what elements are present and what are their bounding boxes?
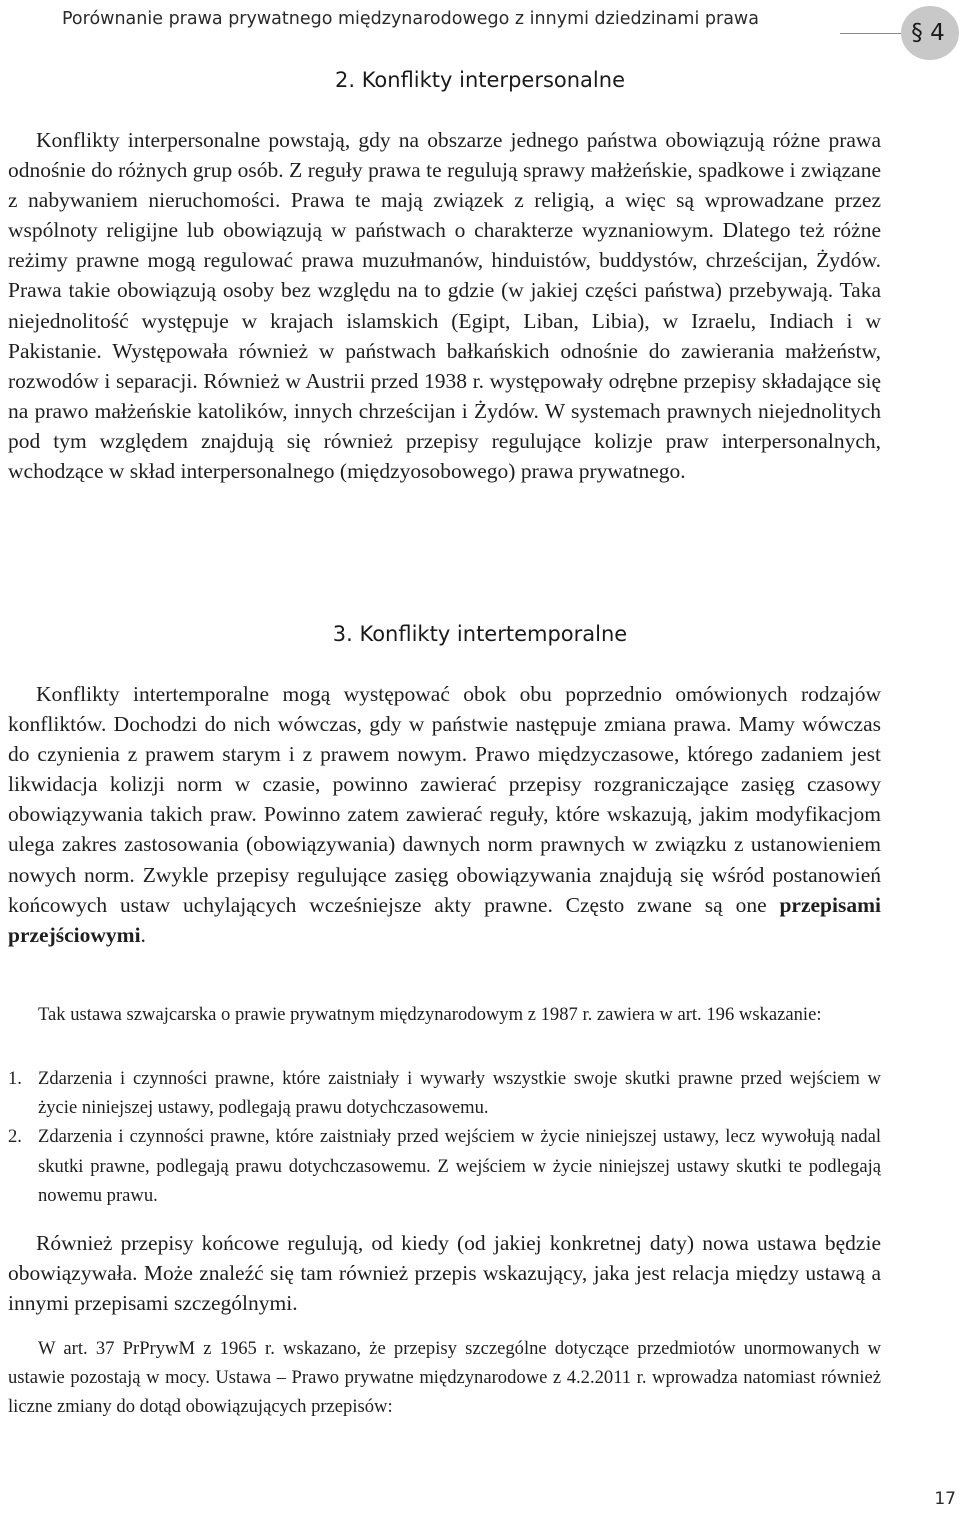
list-item-text: Zdarzenia i czynności prawne, które zaistniały i wywarły wszystkie swoje skutki prawne przed wejściem w życie niniejszej ustawy, podlegają prawu dotychczasowemu.	[38, 1068, 881, 1119]
running-header: Porównanie prawa prywatnego międzynarodowego z innymi dziedzinami prawa	[62, 9, 759, 29]
bold-term-transitional: przepisami przejściowymi	[8, 892, 881, 947]
page-number: 17	[934, 1489, 956, 1509]
example-list	[8, 1064, 881, 1210]
section-heading-intertemporal: 3. Konflikty intertemporalne	[332, 622, 628, 646]
list-item	[8, 1064, 881, 1122]
paragraph-intertemporal	[8, 679, 881, 950]
list-item	[8, 1122, 881, 1210]
list-item-text: Zdarzenia i czynności prawne, które zaistniały przed wejściem w życie niniejszej ustawy, lecz wywołują nadal skutki prawne, podlegają prawu dotychczasowemu. Z wejściem w życie niniejszej ustawy skutki te podlegają nowemu prawu.	[38, 1126, 881, 1206]
header-rule	[840, 33, 902, 34]
list-item-number: 2.	[8, 1126, 22, 1148]
note-art-37: W art. 37 PrPrywM z 1965 r. wskazano, że przepisy szczególne dotyczące przedmiotów unormowanych w ustawie pozostają w mocy. Ustawa – Prawo prywatne międzynarodowe z 4.2.2011 r. wprowadza natomiast również liczne zmiany do dotąd obowiązujących przepisów:	[8, 1338, 881, 1418]
example-intro: Tak ustawa szwajcarska o prawie prywatnym międzynarodowym z 1987 r. zawiera w art. 196 wskazanie:	[38, 1004, 822, 1025]
section-badge: § 4	[901, 6, 959, 60]
paragraph-interpersonal: Konflikty interpersonalne powstają, gdy na obszarze jednego państwa obowiązują różne prawa odnośnie do różnych grup osób. Z reguły prawa te regulują sprawy małżeńskie, spadkowe i związane z nabywaniem nieruchomości. Prawa te mają związek z religią, a więc są wprowadzane przez wspólnoty religijne lub obowiązują w państwach o charakterze wyznaniowym. Dlatego też różne reżimy prawne mogą regulować prawa muzułmanów, hinduistów, buddystów, chrześcijan, Żydów. Prawa takie obowiązują osoby bez względu na to gdzie (w jakiej części państwa) przebywają. Taka niejednolitość występuje w krajach islamskich (Egipt, Liban, Libia), w Izraelu, Indiach i w Pakistanie. Występowała również w państwach bałkańskich odnośnie do zawierania małżeństw, rozwodów i separacji. Również w Austrii przed 1938 r. występowały odrębne przepisy składające się na prawo małżeńskie katolików, innych chrześcijan i Żydów. W systemach prawnych niejednolitych pod tym względem znajdują się również przepisy regulujące kolizje praw interpersonalnych, wchodzące w skład interpersonalnego (międzyosobowego) prawa prywatnego.	[8, 128, 881, 484]
paragraph-final-provisions: Również przepisy końcowe regulują, od kiedy (od jakiej konkretnej daty) nowa ustawa będzie obowiązywała. Może znaleźć się tam również przepis wskazujący, jaka jest relacja między ustawą a innymi przepisami szczególnymi.	[8, 1231, 881, 1316]
section-heading-interpersonal: 2. Konflikty interpersonalne	[334, 68, 625, 92]
paragraph-intertemporal-end: .	[140, 922, 146, 947]
paragraph-intertemporal-text: Konflikty intertemporalne mogą występować obok obu poprzednio omówionych rodzajów konfliktów. Dochodzi do nich wówczas, gdy w państwie następuje zmiana prawa. Mamy wówczas do czynienia z prawem starym i z prawem nowym. Prawo międzyczasowe, którego zadaniem jest likwidacja kolizji norm w czasie, powinno zawierać przepisy rozgraniczające zasięg czasowy obowiązywania takich praw. Powinno zatem zawierać reguły, które wskazują, jakim modyfikacjom ulega zakres zastosowania (obowiązywania) dawnych norm prawnych w związku z ustanowieniem nowych norm. Zwykle przepisy regulujące zasięg obowiązywania znajdują się wśród postanowień końcowych ustaw uchylających wcześniejsze akty prawne. Często zwane są one	[8, 682, 881, 917]
list-item-number: 1.	[8, 1068, 22, 1089]
